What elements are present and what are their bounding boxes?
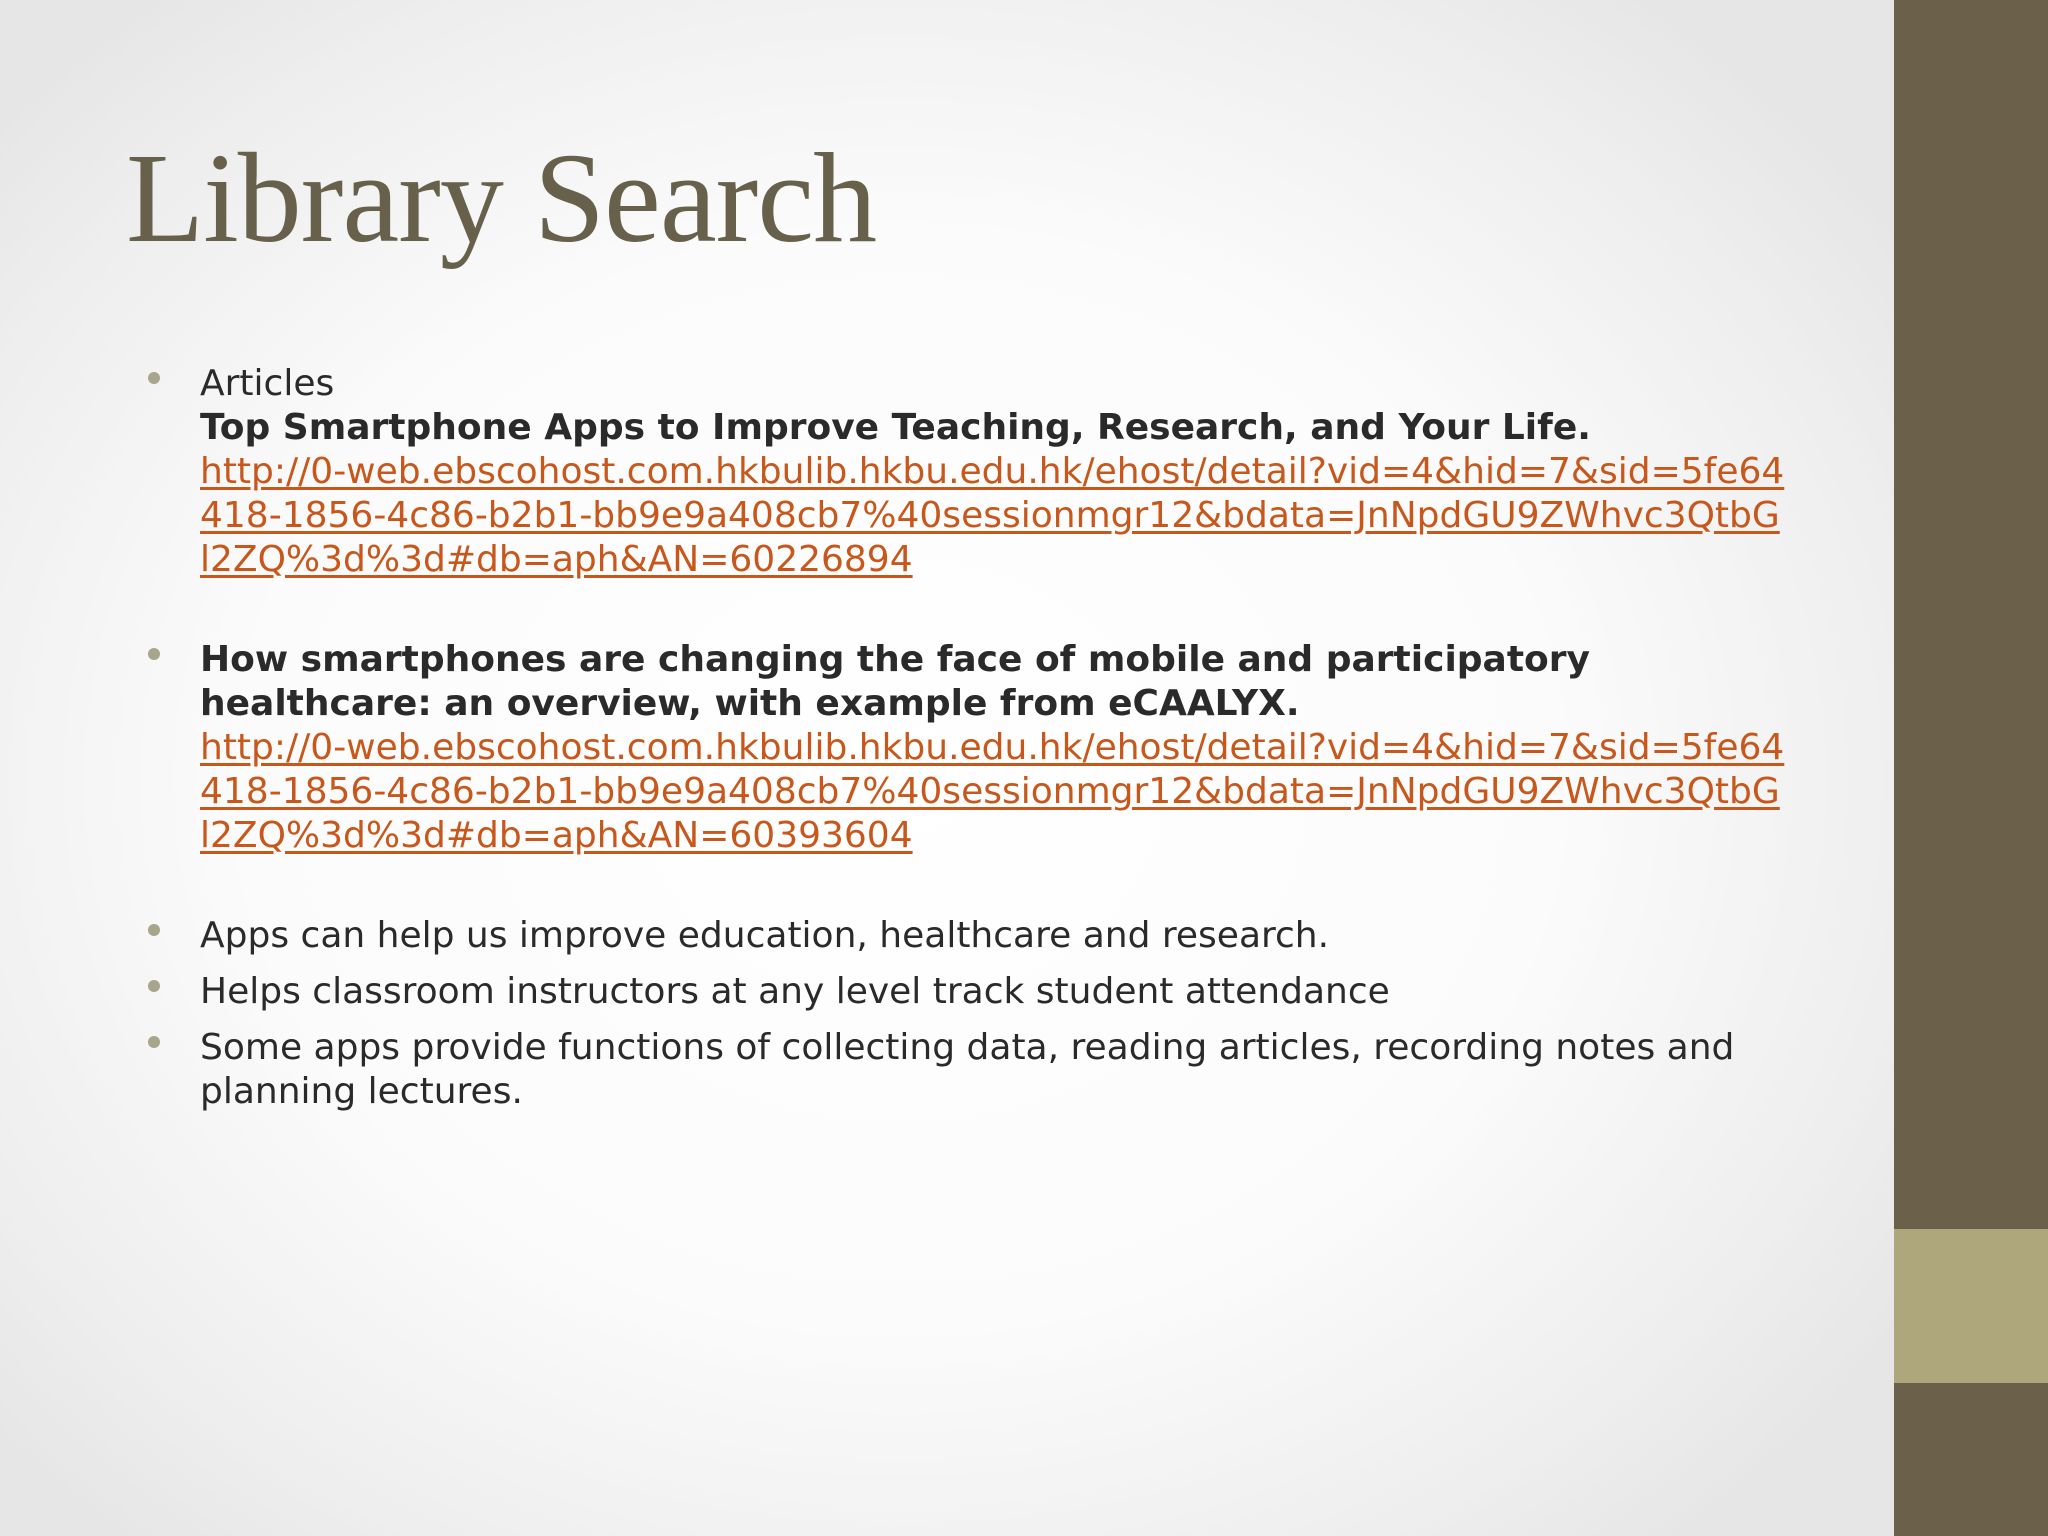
bullet-item-attendance: [146, 970, 1786, 1014]
bullet-item-functions: [146, 1026, 1786, 1114]
slide-title: Library Search: [126, 127, 877, 269]
article-link[interactable]: http://0-web.ebscohost.com.hkbulib.hkbu.edu.hk/ehost/detail?vid=4&hid=7&sid=5fe64418-1856-4c86-b2b1-bb9e9a408cb7%40sessionmgr12&bdata=JnNpdGU9ZWhvc3QtbGl2ZQ%3d%3d#db=aph&AN=60226894: [200, 451, 1785, 580]
bullet-icon: [148, 924, 160, 936]
bullet-item-apps-help: [146, 914, 1786, 958]
sidebar-accent-block: [1894, 1229, 2048, 1383]
article-link[interactable]: http://0-web.ebscohost.com.hkbulib.hkbu.edu.hk/ehost/detail?vid=4&hid=7&sid=5fe64418-1856-4c86-b2b1-bb9e9a408cb7%40sessionmgr12&bdata=JnNpdGU9ZWhvc3QtbGl2ZQ%3d%3d#db=aph&AN=60393604: [200, 727, 1785, 856]
bullet-icon: [148, 648, 160, 660]
bullet-text: Some apps provide functions of collecting data, reading articles, recording notes and planning lectures.: [200, 1027, 1735, 1112]
bullet-item-articles: [146, 362, 1786, 582]
bullet-list: [146, 362, 1786, 1114]
bullet-text: Apps can help us improve education, healthcare and research.: [200, 915, 1330, 956]
bullet-icon: [148, 372, 160, 384]
bullet-label: Articles: [200, 363, 335, 404]
article-title: How smartphones are changing the face of mobile and participatory healthcare: an overview, with example from eCAALYX.: [200, 639, 1591, 724]
bullet-icon: [148, 1036, 160, 1048]
article-title: Top Smartphone Apps to Improve Teaching, Research, and Your Life.: [200, 407, 1591, 448]
bullet-item-healthcare-article: [146, 638, 1786, 858]
bullet-icon: [148, 980, 160, 992]
bullet-text: Helps classroom instructors at any level track student attendance: [200, 971, 1390, 1012]
